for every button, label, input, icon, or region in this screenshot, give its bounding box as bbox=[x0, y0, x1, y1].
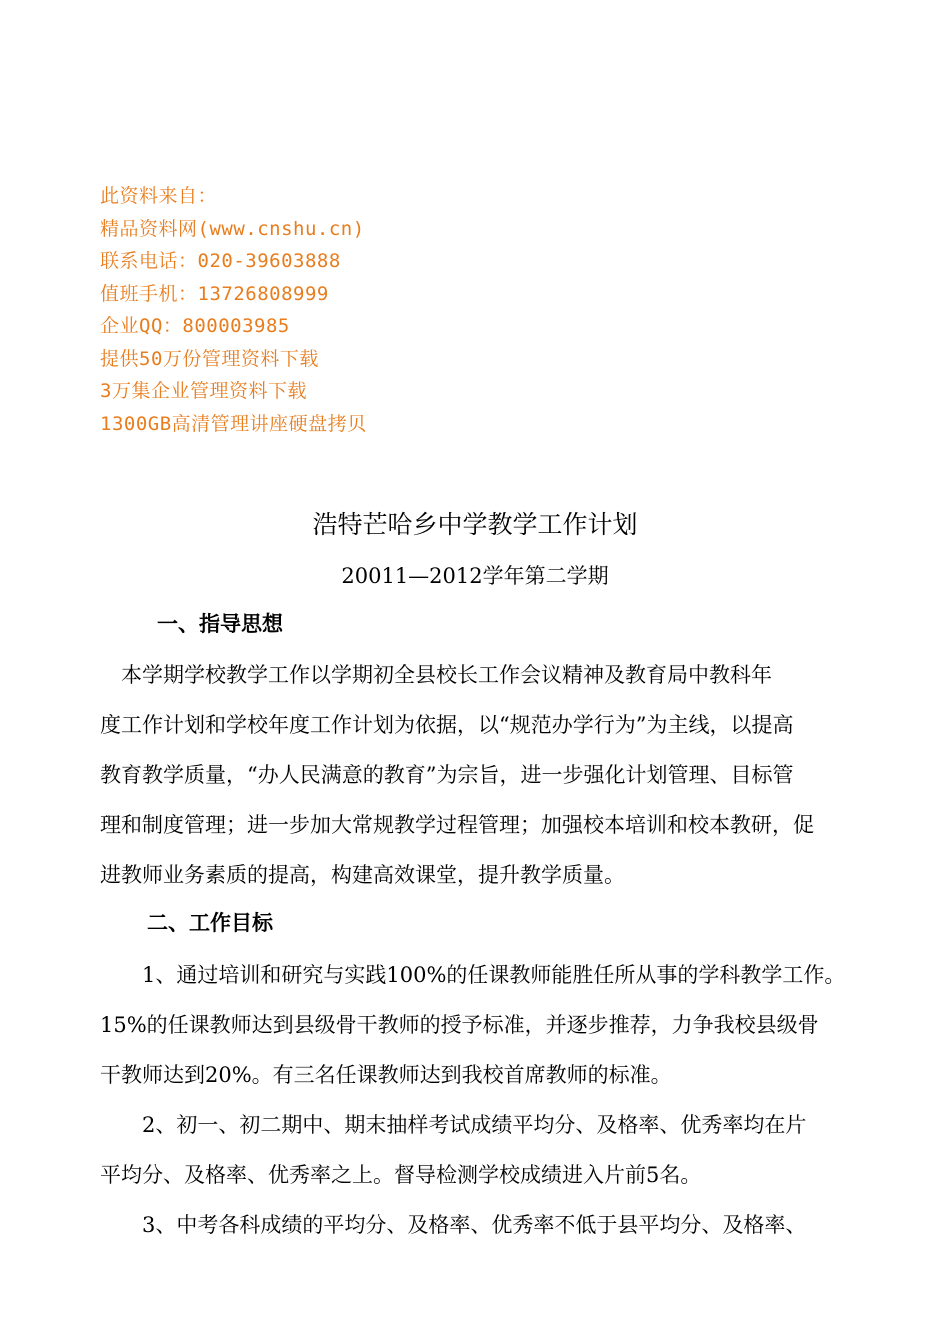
document-subtitle: 20011—2012学年第二学期 bbox=[341, 564, 609, 588]
ad-line-source: 此资料来自： bbox=[100, 185, 218, 207]
ad-line-mobile: 值班手机：13726808999 bbox=[100, 282, 329, 305]
paragraph-line: 2、初一、初二期中、期末抽样考试成绩平均分、及格率、优秀率均在片 bbox=[100, 1113, 807, 1137]
ad-line-website: 精品资料网(www.cnshu.cn) bbox=[100, 217, 365, 240]
paragraph-goal-1 bbox=[100, 950, 870, 1100]
document-title: 浩特芒哈乡中学教学工作计划 bbox=[312, 510, 638, 539]
paragraph-line: 平均分、及格率、优秀率之上。督导检测学校成绩进入片前5名。 bbox=[100, 1163, 702, 1187]
paragraph-line: 15%的任课教师达到县级骨干教师的授予标准，并逐步推荐，力争我校县级骨 bbox=[100, 1013, 819, 1037]
ad-line-offer-3: 1300GB高清管理讲座硬盘拷贝 bbox=[100, 412, 367, 435]
paragraph-line: 度工作计划和学校年度工作计划为依据，以“规范办学行为”为主线，以提高 bbox=[100, 713, 794, 737]
section-heading-guiding-ideology: 一、指导思想 bbox=[157, 612, 283, 636]
ad-line-qq: 企业QQ：800003985 bbox=[100, 315, 290, 337]
paragraph-line: 3、中考各科成绩的平均分、及格率、优秀率不低于县平均分、及格率、 bbox=[100, 1213, 807, 1237]
ad-line-phone: 联系电话：020-39603888 bbox=[100, 250, 341, 272]
paragraph-line: 进教师业务素质的提高，构建高效课堂，提升教学质量。 bbox=[100, 863, 625, 887]
ad-line-offer-1: 提供50万份管理资料下载 bbox=[100, 347, 319, 370]
paragraph-goal-2 bbox=[100, 1100, 870, 1200]
paragraph-line: 理和制度管理；进一步加大常规教学过程管理；加强校本培训和校本教研，促 bbox=[100, 813, 814, 837]
ad-line-offer-2: 3万集企业管理资料下载 bbox=[100, 380, 307, 402]
paragraph-goal-3 bbox=[100, 1200, 870, 1250]
paragraph-line: 干教师达到20%。有三名任课教师达到我校首席教师的标准。 bbox=[100, 1063, 672, 1087]
paragraph-line: 教育教学质量，“办人民满意的教育”为宗旨，进一步强化计划管理、目标管 bbox=[100, 763, 794, 787]
paragraph-guiding-ideology bbox=[100, 650, 870, 900]
paragraph-line: 本学期学校教学工作以学期初全县校长工作会议精神及教育局中教科年 bbox=[100, 663, 772, 687]
section-heading-work-goals: 二、工作目标 bbox=[147, 911, 273, 935]
paragraph-line: 1、通过培训和研究与实践100%的任课教师能胜任所从事的学科教学工作。 bbox=[100, 963, 846, 987]
source-advertisement bbox=[100, 180, 367, 440]
